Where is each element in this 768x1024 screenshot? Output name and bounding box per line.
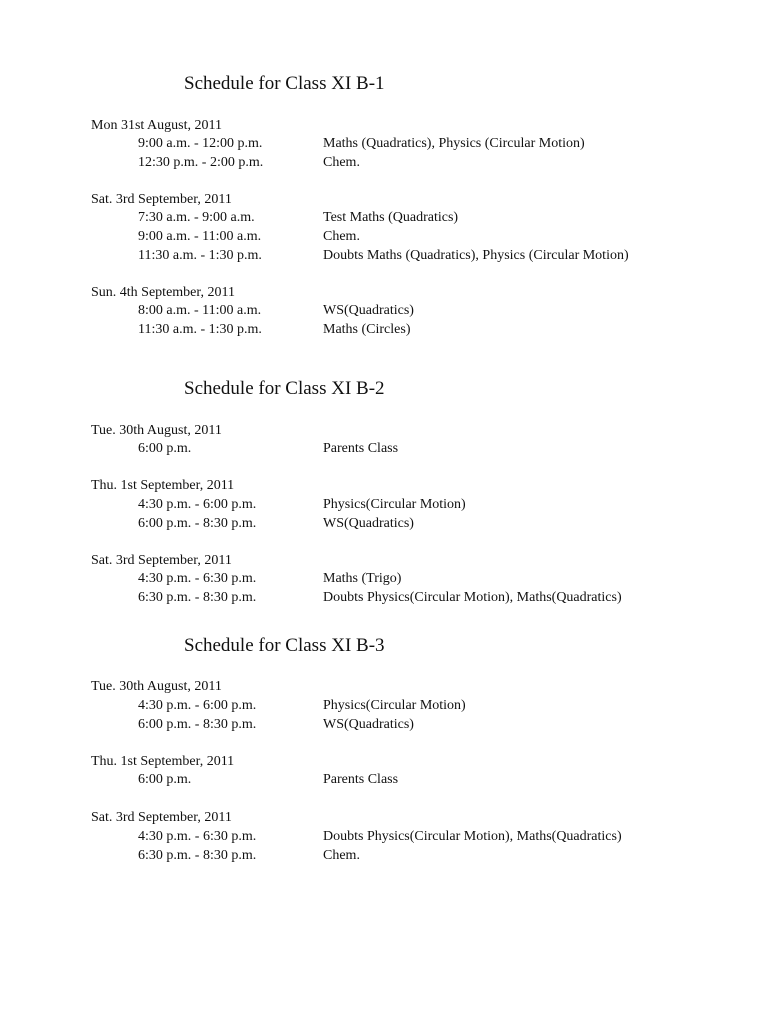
slot-time: 11:30 a.m. - 1:30 p.m. [138,322,262,337]
slot-time: 12:30 p.m. - 2:00 p.m. [138,155,264,170]
slot-subject: Test Maths (Quadratics) [323,210,459,225]
slot-time: 9:00 a.m. - 11:00 a.m. [138,229,262,244]
slot-subject: Physics(Circular Motion) [323,497,466,512]
day-label: Sat. 3rd September, 2011 [91,192,232,207]
slot-time: 6:30 p.m. - 8:30 p.m. [138,590,257,605]
slot-time: 9:00 a.m. - 12:00 p.m. [138,136,263,151]
slot-time: 11:30 a.m. - 1:30 p.m. [138,248,262,263]
slot-time: 8:00 a.m. - 11:00 a.m. [138,303,262,318]
slot-time: 6:00 p.m. - 8:30 p.m. [138,516,257,531]
slot-subject: Doubts Physics(Circular Motion), Maths(Quadratics) [323,590,622,605]
section-title-xi-b3: Schedule for Class XI B-3 [184,635,385,656]
slot-subject: WS(Quadratics) [323,717,414,732]
day-label: Tue. 30th August, 2011 [91,423,222,438]
section-title-xi-b1: Schedule for Class XI B-1 [184,73,385,94]
slot-time: 6:00 p.m. - 8:30 p.m. [138,717,257,732]
slot-subject: Maths (Quadratics), Physics (Circular Motion) [323,136,585,151]
slot-time: 4:30 p.m. - 6:00 p.m. [138,698,257,713]
day-label: Tue. 30th August, 2011 [91,679,222,694]
day-label: Sat. 3rd September, 2011 [91,553,232,568]
slot-subject: Doubts Physics(Circular Motion), Maths(Quadratics) [323,829,622,844]
slot-subject: WS(Quadratics) [323,303,414,318]
slot-subject: Parents Class [323,441,399,456]
slot-time: 4:30 p.m. - 6:30 p.m. [138,571,257,586]
day-label: Thu. 1st September, 2011 [91,478,235,493]
slot-subject: Chem. [323,229,360,244]
section-title-xi-b2: Schedule for Class XI B-2 [184,378,385,399]
slot-subject: Maths (Trigo) [323,571,402,586]
slot-time: 4:30 p.m. - 6:30 p.m. [138,829,257,844]
slot-subject: Physics(Circular Motion) [323,698,466,713]
slot-subject: WS(Quadratics) [323,516,414,531]
slot-subject: Doubts Maths (Quadratics), Physics (Circular Motion) [323,248,629,263]
day-label: Thu. 1st September, 2011 [91,754,235,769]
day-label: Sat. 3rd September, 2011 [91,810,232,825]
slot-subject: Chem. [323,155,360,170]
slot-time: 6:30 p.m. - 8:30 p.m. [138,848,257,863]
slot-time: 6:00 p.m. [138,772,192,787]
day-label: Sun. 4th September, 2011 [91,285,235,300]
slot-subject: Parents Class [323,772,399,787]
slot-time: 6:00 p.m. [138,441,192,456]
slot-subject: Chem. [323,848,360,863]
slot-subject: Maths (Circles) [323,322,411,337]
slot-time: 4:30 p.m. - 6:00 p.m. [138,497,257,512]
day-label: Mon 31st August, 2011 [91,118,222,133]
slot-time: 7:30 a.m. - 9:00 a.m. [138,210,255,225]
